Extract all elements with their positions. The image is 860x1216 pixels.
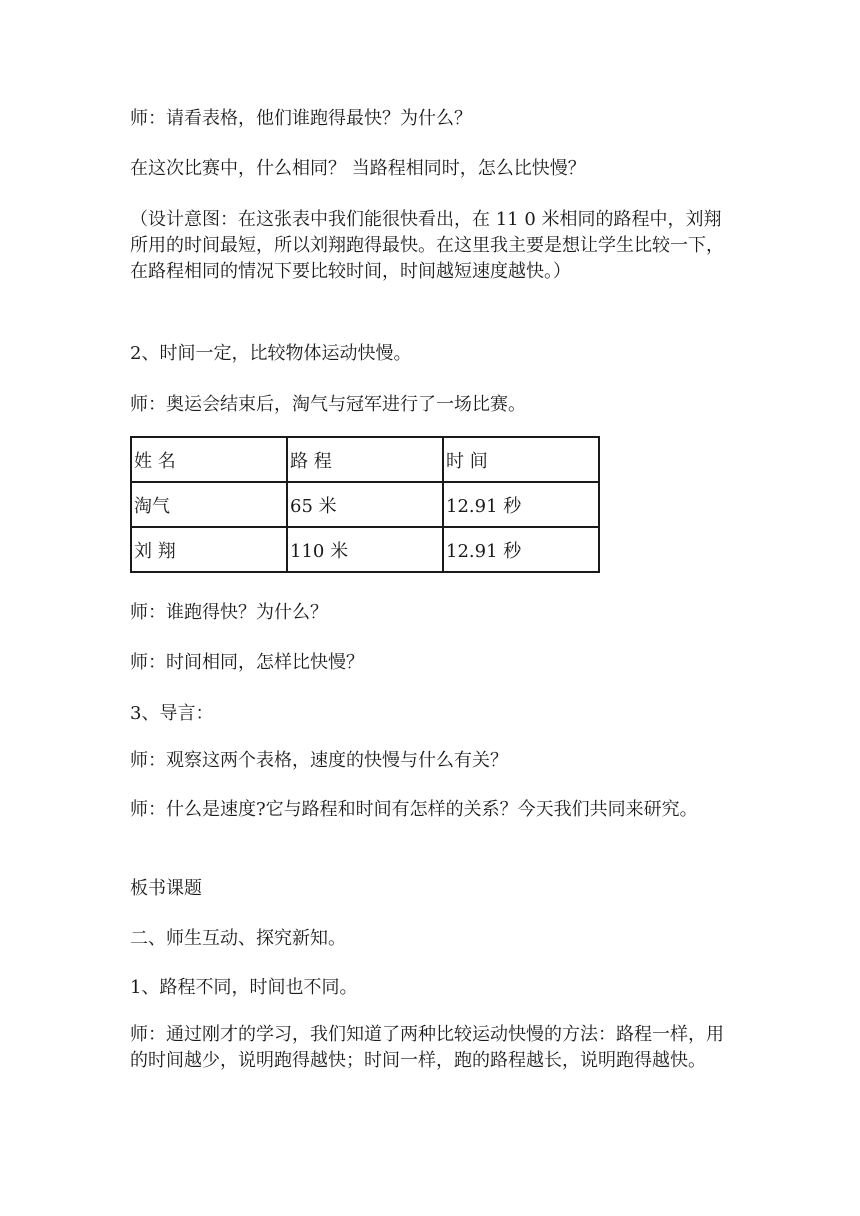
table-header-row bbox=[131, 437, 599, 482]
table-row bbox=[131, 482, 599, 527]
table-header-cell: 时 间 bbox=[443, 437, 599, 482]
paragraph-observe-tables: 师：观察这两个表格，速度的快慢与什么有关？ bbox=[130, 750, 508, 771]
paragraph-two-methods: 师：通过刚才的学习，我们知道了两种比较运动快慢的方法：路程一样，用的时间越少，说明跑得越快；时间一样，跑的路程越长，说明跑得越快。 bbox=[130, 1024, 724, 1071]
paragraph-distance-time-differ: 1、路程不同，时间也不同。 bbox=[130, 977, 358, 998]
paragraph-section-time-fixed: 2、时间一定，比较物体运动快慢。 bbox=[130, 343, 412, 364]
table-cell: 65 米 bbox=[287, 482, 443, 527]
paragraph-olympics-race: 师：奥运会结束后，淘气与冠军进行了一场比赛。 bbox=[130, 394, 526, 415]
table-cell: 12.91 秒 bbox=[443, 527, 599, 572]
paragraph-same-distance: 在这次比赛中，什么相同？ 当路程相同时，怎么比快慢？ bbox=[130, 158, 586, 179]
paragraph-section-two: 二、师生互动、探究新知。 bbox=[130, 928, 346, 949]
race-table bbox=[130, 436, 600, 573]
paragraph-who-faster: 师：谁跑得快？为什么？ bbox=[130, 602, 328, 623]
table-cell: 淘气 bbox=[131, 482, 287, 527]
paragraph-question-who-fastest: 师：请看表格，他们谁跑得最快？为什么？ bbox=[130, 108, 472, 129]
table-header-cell: 姓 名 bbox=[131, 437, 287, 482]
paragraph-introduction-heading: 3、导言： bbox=[130, 703, 214, 724]
paragraph-board-title: 板书课题 bbox=[130, 878, 202, 899]
table-header-cell: 路 程 bbox=[287, 437, 443, 482]
table-cell: 110 米 bbox=[287, 527, 443, 572]
paragraph-same-time: 师：时间相同，怎样比快慢？ bbox=[130, 652, 364, 673]
table-row bbox=[131, 527, 599, 572]
table-cell: 12.91 秒 bbox=[443, 482, 599, 527]
paragraph-design-intent: （设计意图：在这张表中我们能很快看出，在 11 0 米相同的路程中，刘翔所用的时间最短，所以刘翔跑得最快。在这里我主要是想让学生比较一下，在路程相同的情况下要比较时间，时间越短速度越快。） bbox=[130, 209, 724, 282]
paragraph-what-is-speed: 师：什么是速度?它与路程和时间有怎样的关系？今天我们共同来研究。 bbox=[130, 799, 698, 820]
table-cell: 刘 翔 bbox=[131, 527, 287, 572]
